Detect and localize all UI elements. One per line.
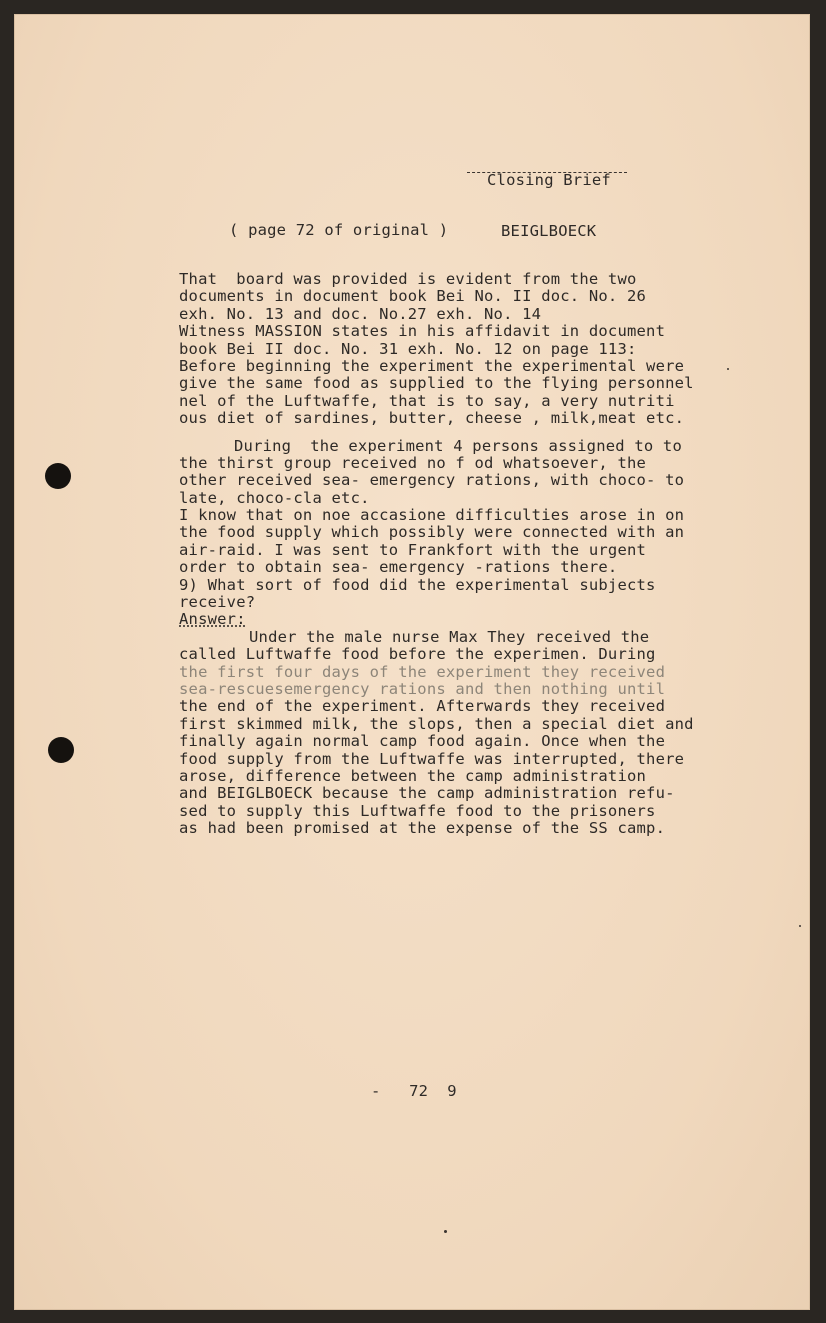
paper-speck	[799, 925, 801, 927]
body-line: arose, difference between the camp administration	[179, 766, 647, 785]
body-line: as had been promised at the expense of the SS camp.	[179, 819, 666, 838]
body-line: finally again normal camp food again. Once when the	[179, 732, 666, 751]
body-line: I know that on noe accasione difficulties arose in on	[179, 506, 685, 525]
body-line: During the experiment 4 persons assigned to to	[234, 436, 682, 455]
body-line: order to obtain sea- emergency -rations there.	[179, 558, 618, 577]
punch-hole-bottom	[48, 737, 74, 763]
body-line: called Luftwaffe food before the experimen. During	[179, 645, 656, 664]
body-line: Under the male nurse Max They received the	[249, 627, 650, 646]
body-line: exh. No. 13 and doc. No.27 exh. No. 14	[179, 304, 542, 323]
body-line: the food supply which possibly were connected with an	[179, 523, 685, 542]
body-line: Witness MASSION states in his affidavit in document	[179, 322, 666, 341]
page-reference: ( page 72 of original )	[229, 221, 449, 239]
body-line: the first four days of the experiment they received	[179, 662, 666, 681]
body-line: That board was provided is evident from the two	[179, 270, 637, 288]
body-line: the end of the experiment. Afterwards they received	[179, 697, 666, 716]
punch-hole-top	[45, 463, 71, 489]
body-line: Answer:	[179, 610, 246, 629]
body-line: nel of the Luftwaffe, that is to say, a very nutriti	[179, 391, 675, 410]
body-line: 9) What sort of food did the experimental subjects	[179, 575, 656, 594]
body-line: book Bei II doc. No. 31 exh. No. 12 on page 113:	[179, 339, 637, 358]
page-footer: - 72 9	[371, 1082, 457, 1100]
body-line: first skimmed milk, the slops, then a special diet and	[179, 714, 694, 733]
body-line: give the same food as supplied to the flying personnel	[179, 374, 694, 393]
paper-speck	[444, 1230, 447, 1233]
body-line: other received sea- emergency rations, with choco- to	[179, 471, 685, 490]
body-line: food supply from the Luftwaffe was interrupted, there	[179, 749, 685, 768]
body-line: late, choco-cla etc.	[179, 488, 370, 507]
body-line: Before beginning the experiment the experimental were	[179, 356, 685, 375]
header-name: BEIGLBOECK	[501, 222, 597, 240]
paper-speck	[727, 368, 729, 370]
body-line: air-raid. I was sent to Frankfort with the urgent	[179, 540, 647, 559]
body-line: and BEIGLBOECK because the camp administration refu-	[179, 784, 675, 803]
header-underline	[467, 172, 627, 174]
body-line: ous diet of sardines, butter, cheese , milk,meat etc.	[179, 409, 685, 428]
body-line: sed to supply this Luftwaffe food to the prisoners	[179, 801, 656, 820]
body-line: sea-rescuesemergency rations and then nothing until	[179, 679, 666, 698]
body-line: documents in document book Bei No. II doc. No. 26	[179, 287, 647, 306]
body-text	[179, 271, 694, 838]
document-header	[487, 138, 611, 274]
body-line: the thirst group received no f od whatsoever, the	[179, 453, 647, 472]
header-title: Closing Brief	[487, 171, 611, 189]
body-line: receive?	[179, 593, 256, 612]
document-page	[14, 14, 810, 1310]
